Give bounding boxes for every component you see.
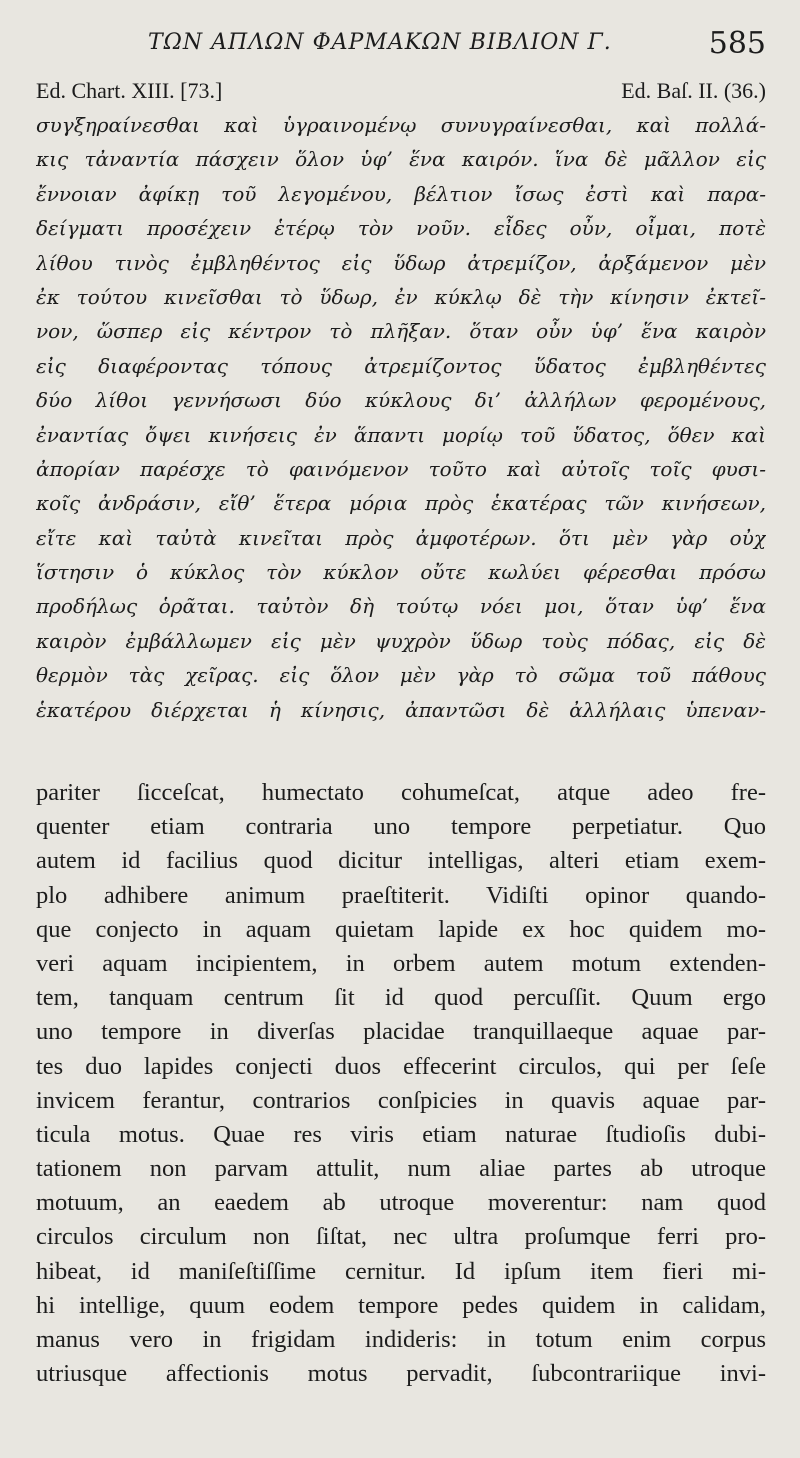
latin-line: autem id facilius quod dicitur intelligas, alteri etiam exem- xyxy=(36,847,766,875)
greek-line: νον, ὥσπερ εἰς κέντρον τὸ πλῆξαν. ὅταν οὖν ὑφ’ ἕνα καιρὸν xyxy=(36,319,766,344)
greek-line: εἰς διαφέροντας τόπους ἀτρεμίζοντος ὕδατος ἐμβληθέντες xyxy=(36,353,766,378)
latin-line: quenter etiam contraria uno tempore perpetiatur. Quo xyxy=(36,813,766,841)
greek-line: ἐκ τούτου κινεῖσθαι τὸ ὕδωρ, ἐν κύκλῳ δὲ τὴν κίνησιν ἐκτεῖ- xyxy=(36,284,766,309)
greek-line: θερμὸν τὰς χεῖρας. εἰς ὅλον μὲν γὰρ τὸ σῶμα τοῦ πάθους xyxy=(36,663,766,688)
greek-line: προδήλως ὁρᾶται. ταὐτὸν δὴ τούτῳ νόει μοι, ὅταν ὑφ’ ἕνα xyxy=(36,594,766,619)
latin-line: tes duo lapides conjecti duos effecerint circulos, qui per ſeſe xyxy=(36,1052,766,1080)
page-header xyxy=(0,26,800,66)
page-number: 585 xyxy=(708,26,766,61)
greek-line: ἵστησιν ὁ κύκλος τὸν κύκλον οὔτε κωλύει φέρεσθαι πρόσω xyxy=(36,560,766,585)
greek-line: λίθου τινὸς ἐμβληθέντος εἰς ὕδωρ ἀτρεμίζον, ἀρξάμενον μὲν xyxy=(36,250,766,275)
greek-line: δείγματι προσέχειν ἑτέρῳ τὸν νοῦν. εἶδες οὖν, οἶμαι, ποτὲ xyxy=(36,216,766,241)
greek-line: ἔννοιαν ἀφίκῃ τοῦ λεγομένου, βέλτιον ἴσως ἐστὶ καὶ παρα- xyxy=(36,181,766,206)
latin-line: pariter ſicceſcat, humectato cohumeſcat, atque adeo fre- xyxy=(36,779,766,806)
greek-line: συγξηραίνεσθαι καὶ ὑγραινομένῳ συνυγραίνεσθαι, καὶ πολλά- xyxy=(36,113,766,137)
greek-line: ἑκατέρου διέρχεται ἡ κίνησις, ἀπαντῶσι δὲ ἀλλήλαις ὑπεναν- xyxy=(36,697,766,722)
greek-line: καιρὸν ἐμβάλλωμεν εἰς μὲν ψυχρὸν ὕδωρ τοὺς πόδας, εἰς δὲ xyxy=(36,628,766,653)
edition-references xyxy=(36,78,766,106)
edition-reference-basel: Ed. Baſ. II. (36.) xyxy=(621,78,766,103)
greek-line: ἀπορίαν παρέσχε τὸ φαινόμενον τοῦτο καὶ αὐτοῖς τοῖς φυσι- xyxy=(36,456,766,481)
latin-line: plo adhibere animum praeſtiterit. Vidiſti opinor quando- xyxy=(36,881,766,909)
latin-line: invicem ferantur, contrarios conſpicies in quavis aquae par- xyxy=(36,1086,766,1114)
edition-reference-chart: Ed. Chart. XIII. [73.] xyxy=(36,78,223,103)
greek-line: κις τἀναντία πάσχειν ὅλον ὑφ’ ἕνα καιρόν. ἵνα δὲ μᾶλλον εἰς xyxy=(36,147,766,172)
greek-line: δύο λίθοι γεννήσωσι δύο κύκλους δι’ ἀλλήλων φερομένους, xyxy=(36,388,766,413)
latin-line: que conjecto in aquam quietam lapide ex hoc quidem mo- xyxy=(36,915,766,943)
latin-line: ticula motus. Quae res viris etiam naturae ſtudioſis dubi- xyxy=(36,1120,766,1148)
latin-line: hi intellige, quum eodem tempore pedes quidem in calidam, xyxy=(36,1291,766,1319)
latin-line: veri aquam incipientem, in orbem autem motum extenden- xyxy=(36,949,766,977)
greek-text-block xyxy=(36,108,766,727)
greek-line: κοῖς ἀνδράσιν, εἴθ’ ἕτερα μόρια πρὸς ἑκατέρας τῶν κινήσεων, xyxy=(36,491,766,516)
latin-line: utriusque affectionis motus pervadit, ſubcontrariique invi- xyxy=(36,1360,766,1388)
latin-line: hibeat, id maniſeſtiſſime cernitur. Id ipſum item fieri mi- xyxy=(36,1257,766,1285)
latin-line: uno tempore in diverſas placidae tranquillaeque aquae par- xyxy=(36,1018,766,1046)
latin-text-block xyxy=(36,776,766,1391)
greek-line: εἴτε καὶ ταὐτὰ κινεῖται πρὸς ἀμφοτέρων. ὅτι μὲν γὰρ οὐχ xyxy=(36,525,766,550)
latin-line: tationem non parvam attulit, num aliae partes ab utroque xyxy=(36,1155,766,1183)
latin-line: manus vero in frigidam indideris: in totum enim corpus xyxy=(36,1326,766,1353)
latin-line: motuum, an eaedem ab utroque moverentur: nam quod xyxy=(36,1189,766,1217)
latin-line: tem, tanquam centrum ſit id quod percuſſit. Quum ergo xyxy=(36,984,766,1012)
latin-line: circulos circulum non ſiſtat, nec ultra proſumque ferri pro- xyxy=(36,1223,766,1251)
running-title: ΤΩΝ ΑΠΛΩΝ ΦΑΡΜΑΚΩΝ ΒΙΒΛΙΟΝ Γ. xyxy=(148,30,612,55)
greek-line: ἐναντίας ὄψει κινήσεις ἐν ἅπαντι μορίῳ τοῦ ὕδατος, ὅθεν καὶ xyxy=(36,422,766,447)
